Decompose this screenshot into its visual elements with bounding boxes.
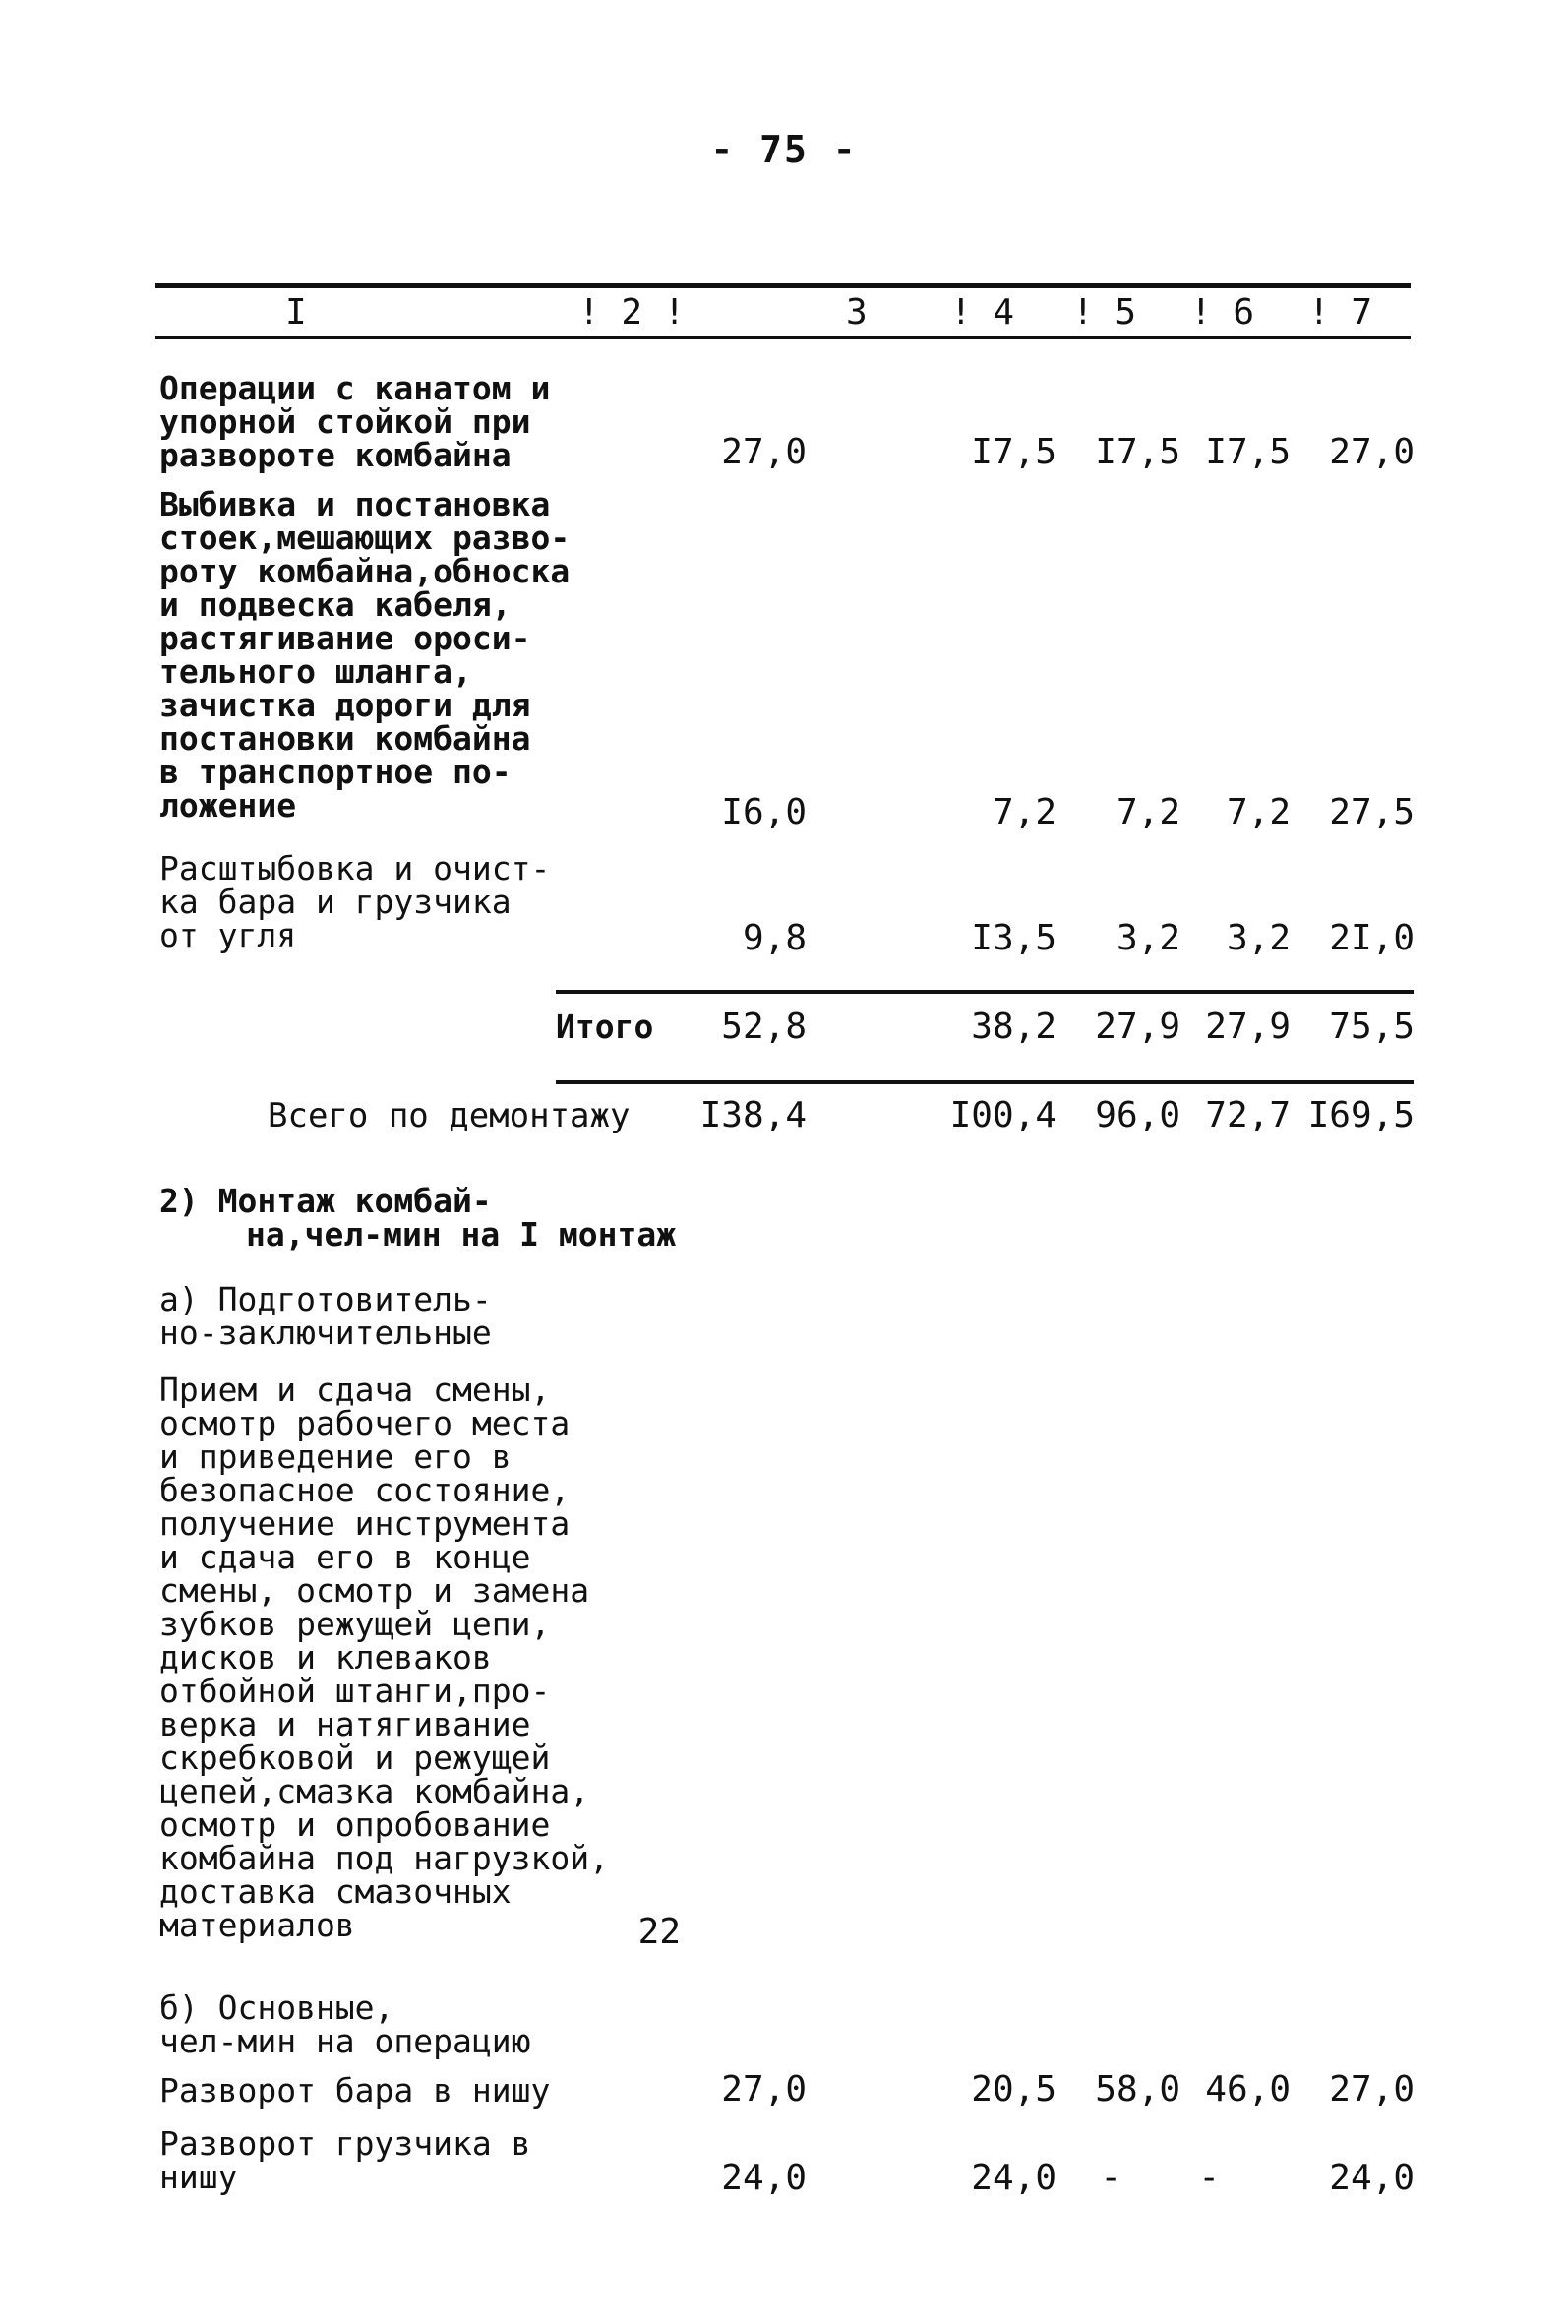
itogo-value-col7: 75,5 (1329, 1007, 1415, 1047)
row-value-col3: I6,0 (721, 792, 807, 832)
vsego-value-col6: 72,7 (1205, 1095, 1291, 1135)
row-value-col5: I7,5 (1095, 432, 1180, 472)
vsego-value-col5: 96,0 (1095, 1095, 1180, 1135)
row-label: Разворот грузчика в нишу (159, 2124, 531, 2196)
section-heading-mounting: 2) Монтаж комбай- на,чел-мин на I монтаж (159, 1182, 677, 1254)
row-value-col7: 27,0 (1329, 2069, 1415, 2110)
page-number: - 75 - (710, 128, 858, 171)
header-col-1: I (285, 292, 307, 333)
itogo-value-col4: 38,2 (971, 1007, 1056, 1047)
row-value-col6: 3,2 (1226, 918, 1291, 958)
vsego-value-col3: I38,4 (699, 1095, 807, 1135)
row-value-col7: 24,0 (1329, 2158, 1415, 2198)
row-value-col7: 27,5 (1329, 792, 1415, 832)
header-top-rule (155, 283, 1411, 288)
row-value-col7: 2I,0 (1329, 918, 1415, 958)
row-value-col5: 58,0 (1095, 2069, 1180, 2110)
header-col-7: ! 7 (1308, 292, 1373, 333)
row-value-col6: 7,2 (1226, 792, 1291, 832)
row-label: Расштыбовка и очист- ка бара и грузчика от угля (159, 849, 551, 954)
row-value-col6: - (1198, 2158, 1220, 2198)
row-value-col5: 7,2 (1116, 792, 1180, 832)
prep-label: Прием и сдача смены, осмотр рабочего места и приведение его в безопасное состояние, получение инструмента и сдача его в конце смены, осмотр и замена зубков режущей цепи, дисков и клеваков отбойной штанги,про- верка и натягивание скребковой и режущей цепей,смазка комбайна, осмотр и опробование комбайна под нагрузкой, доставка смазочных материалов (159, 1371, 609, 1944)
section-heading-main: б) Основные, чел-мин на операцию (159, 1988, 531, 2060)
row-value-col3: 24,0 (721, 2158, 807, 2198)
itogo-label: Итого (556, 1008, 654, 1046)
row-value-col3: 27,0 (721, 432, 807, 472)
header-bottom-rule (155, 336, 1411, 339)
header-col-6: ! 6 (1190, 292, 1255, 333)
header-col-3: 3 (846, 292, 868, 333)
section-heading-preparatory: а) Подготовитель- но-заключительные (159, 1280, 492, 1352)
row-value-col4: I3,5 (971, 918, 1056, 958)
vsego-value-col7: I69,5 (1307, 1095, 1415, 1135)
row-value-col4: I7,5 (971, 432, 1056, 472)
row-label: Разворот бара в нишу (159, 2071, 551, 2110)
row-label: Выбивка и постановка стоек,мешающих разво- роту комбайна,обноска и подвеска кабеля, растягивание ороси- тельного шланга, зачистка дороги для постановки комбайна в транспортное по- ложение (159, 485, 571, 825)
row-value-col4: 24,0 (971, 2158, 1056, 2198)
row-value-col6: 46,0 (1205, 2069, 1291, 2110)
row-value-col4: 7,2 (992, 792, 1056, 832)
prep-value-col2: 22 (637, 1912, 681, 1952)
row-value-col4: 20,5 (971, 2069, 1056, 2110)
vsego-top-rule (556, 1080, 1414, 1084)
row-value-col5: 3,2 (1116, 918, 1180, 958)
vsego-label: Всего по демонтажу (268, 1096, 631, 1135)
itogo-value-col5: 27,9 (1095, 1007, 1180, 1047)
row-value-col3: 27,0 (721, 2069, 807, 2110)
itogo-value-col3: 52,8 (721, 1007, 807, 1047)
row-value-col5: - (1100, 2158, 1121, 2198)
header-col-4: ! 4 (950, 292, 1015, 333)
row-label: Операции с канатом и упорной стойкой при развороте комбайна (159, 369, 551, 474)
header-col-5: ! 5 (1072, 292, 1137, 333)
header-col-2: ! 2 ! (578, 292, 686, 333)
itogo-top-rule (556, 990, 1414, 994)
vsego-value-col4: I00,4 (949, 1095, 1056, 1135)
row-value-col6: I7,5 (1205, 432, 1291, 472)
row-value-col7: 27,0 (1329, 432, 1415, 472)
row-value-col3: 9,8 (742, 918, 807, 958)
itogo-value-col6: 27,9 (1205, 1007, 1291, 1047)
